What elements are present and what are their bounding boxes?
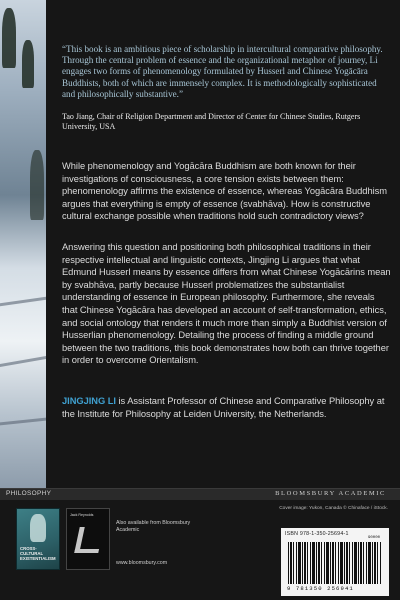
related-book-cover-2 [66,508,110,570]
author-name: JINGJING LI [62,396,116,406]
figure-silhouette [30,514,46,542]
bottom-section [0,500,400,600]
also-available-note: Also available from Bloomsbury Academic [116,520,191,533]
tree-shape [22,40,34,88]
category-label: PHILOSOPHY [6,490,52,497]
barcode-number: 9 781350 256941 [287,585,354,592]
cover-photo-strip [0,0,46,488]
related-book-title-1: CROSS-CULTURAL EXISTENTIALISM [20,546,56,561]
tree-shape [30,150,44,220]
tree-shape [2,8,16,68]
related-book-cover-1 [16,508,60,570]
barcode-bars [288,542,382,584]
description-paragraph-2: Answering this question and positioning both philosophical traditions in their respective intellectual and linguistic contexts, Jingjing Li argues that what Edmund Husserl means by essence differs from what Chinese Yogācārins mean by svabhāva, partly because Husserl problematizes the substantialist understanding of essence in European philosophy. Furthermore, she reveals that Chinese Yogācāra has developed an account of self-transformation, ethics, and social ontology that renders it much more than simply a Buddhist version of Husserlian phenomenology. Detailing the process of finding a middle ground between the two traditions, this book demonstrates how both can thrive together in order to overcome Orientalism. [62,242,391,366]
isbn-label: ISBN 978-1-350-25694-1 [285,531,349,537]
related-book-title-2: Jack Reynolds [70,513,94,517]
barcode-addon: 90000 [368,536,381,540]
brush-stroke-art [74,527,104,553]
publisher-name: BLOOMSBURY ACADEMIC [275,490,386,497]
cover-image-credit: Cover image: Yukon, Canada © Chinaface / iStock. [279,506,388,511]
road-line [0,297,46,306]
category-band [0,488,400,500]
road-line [0,418,46,426]
publisher-website: www.bloomsbury.com [116,560,168,566]
description-paragraph-1: While phenomenology and Yogācāra Buddhism are both known for their investigations of consciousness, a core tension exists between them: phenomenology affirms the existence of essence, whereas Yogācāra Buddhism argues that everything is empty of essence (svabhāva). How is constructive cultural exchange possible when traditions hold such contradictory views? [62,161,387,222]
author-bio-text: is Assistant Professor of Chinese and Comparative Philosophy at the Institute for Philosophy at Leiden University, the Netherlands. [62,396,385,419]
road-line [0,356,46,367]
endorsement-quote: “This book is an ambitious piece of scholarship in intercultural comparative philosophy. Through the central problem of essence and the organizational metaphor of journey, Li engages two forms of phenomenology formulated by Husserl and Chinese Yogācāra Buddhists, both of which are immensely complex. It is methodologically sophisticated and philosophically substantive.” [62,44,383,99]
author-bio [62,395,392,420]
endorsement-attribution: Tao Jiang, Chair of Religion Department and Director of Center for Chinese Studies, Rutgers University, USA [62,112,361,131]
